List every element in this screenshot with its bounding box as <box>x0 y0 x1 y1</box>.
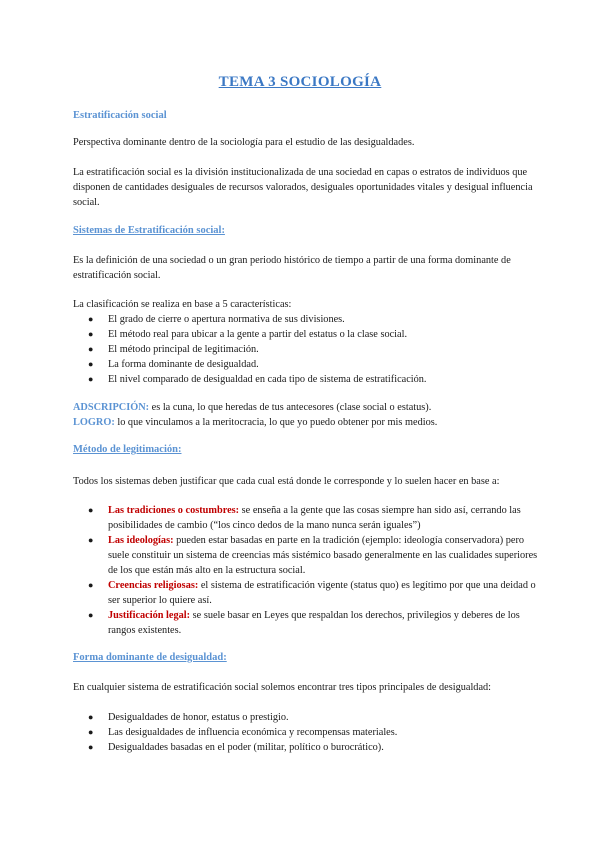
paragraph-logro: LOGRO: lo que vinculamos a la meritocracia, lo que yo puedo obtener por mis medios. <box>73 417 438 428</box>
list-item: ● Las desigualdades de influencia económica y recompensas materiales. <box>88 727 398 738</box>
heading-legitimacion: Método de legitimación: <box>73 444 182 455</box>
heading-forma-dominante: Forma dominante de desigualdad: <box>73 652 227 663</box>
heading-estratificacion: Estratificación social <box>73 110 167 121</box>
list-item: ● El grado de cierre o apertura normativa de sus divisiones. <box>88 314 345 325</box>
list-item: ● Las ideologías: pueden estar basadas en parte en la tradición (ejemplo: ideología conservadora) pero suele constituir un sistema de creencias más sistémico basado generalmente en las cualidades superiores de los que están más alto en la estructura social. <box>88 535 538 576</box>
page-title: TEMA 3 SOCIOLOGÍA <box>218 74 382 90</box>
list-item: ● La forma dominante de desigualdad. <box>88 359 259 370</box>
bullet-icon: ● <box>88 329 94 339</box>
list-caracteristicas <box>73 312 543 387</box>
list-item: ● El método principal de legitimación. <box>88 344 259 355</box>
list-item: ● El método real para ubicar a la gente a partir del estatus o la clase social. <box>88 329 408 340</box>
list-item: ● El nivel comparado de desigualdad en cada tipo de sistema de estratificación. <box>88 374 427 385</box>
list-item: ● Justificación legal: se suele basar en Leyes que respaldan los derechos, privilegios y deberes de los rangos existentes. <box>88 610 520 636</box>
bullet-icon: ● <box>88 580 94 590</box>
list-item: ● Creencias religiosas: el sistema de estratificación vigente (status quo) es legítimo por que una deidad o ser superior lo quiere así. <box>88 580 536 606</box>
bullet-icon: ● <box>88 727 94 737</box>
bullet-icon: ● <box>88 535 94 545</box>
list-item: ● Desigualdades de honor, estatus o prestigio. <box>88 712 289 723</box>
paragraph-forma-dominante: En cualquier sistema de estratificación social solemos encontrar tres tipos principales de desigualdad: <box>73 682 492 693</box>
paragraph-perspectiva: Perspectiva dominante dentro de la sociología para el estudio de las desigualdades. <box>73 137 415 148</box>
bullet-icon: ● <box>88 344 94 354</box>
list-legitimacion <box>73 503 543 638</box>
term-logro: LOGRO: <box>73 417 115 428</box>
bullet-icon: ● <box>88 610 94 620</box>
paragraph-clasificacion: La clasificación se realiza en base a 5 características: <box>73 299 292 310</box>
list-desigualdades <box>73 710 543 755</box>
paragraph-legitimacion: Todos los sistemas deben justificar que cada cual está donde le corresponde y lo suelen hacer en base a: <box>73 476 500 487</box>
paragraph-sistemas-def: Es la definición de una sociedad o un gran periodo histórico de tiempo a partir de una forma dominante de estratificación social. <box>73 255 511 281</box>
bullet-icon: ● <box>88 505 94 515</box>
bullet-icon: ● <box>88 712 94 722</box>
list-item: ● Desigualdades basadas en el poder (militar, político o burocrático). <box>88 742 384 753</box>
bullet-icon: ● <box>88 359 94 369</box>
paragraph-adscripcion: ADSCRIPCIÓN: es la cuna, lo que heredas de tus antecesores (clase social o estatus). <box>73 402 432 413</box>
paragraph-definicion: La estratificación social es la división institucionalizada de una sociedad en capas o estratos de individuos que disponen de cantidades desiguales de recursos valorados, desiguales oportunidades vitales y desigual influencia social. <box>73 167 533 208</box>
bullet-icon: ● <box>88 742 94 752</box>
term-adscripcion: ADSCRIPCIÓN: <box>73 402 150 413</box>
heading-sistemas: Sistemas de Estratificación social: <box>73 225 225 236</box>
list-item: ● Las tradiciones o costumbres: se enseña a la gente que las cosas siempre han sido así, cerrando las posibilidades de cambio (“los cinco dedos de la mano nunca serán iguales”) <box>88 505 521 531</box>
bullet-icon: ● <box>88 374 94 384</box>
bullet-icon: ● <box>88 314 94 324</box>
